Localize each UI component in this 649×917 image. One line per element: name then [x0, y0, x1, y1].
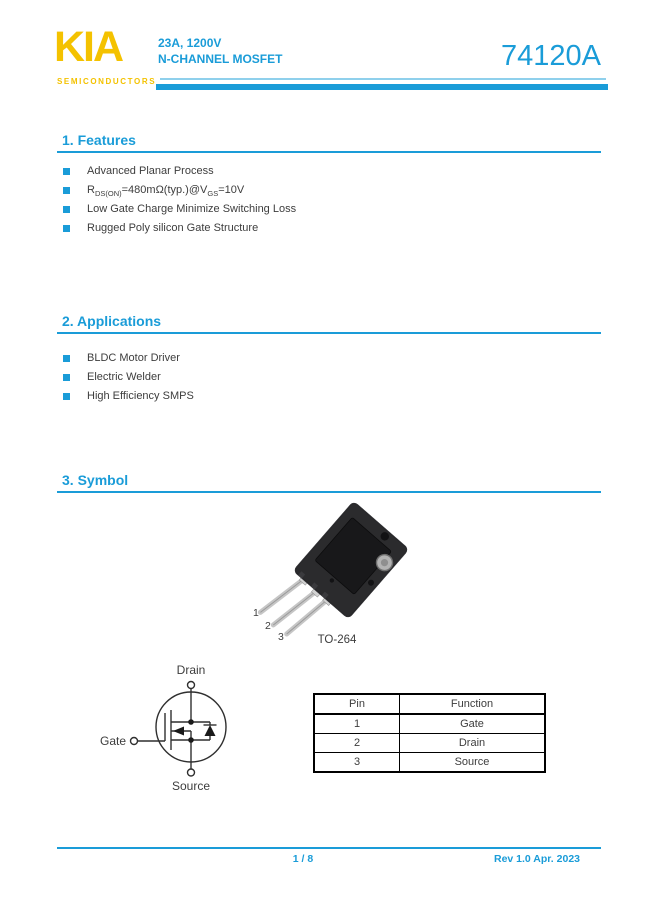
bullet-square-icon [63, 168, 70, 175]
bullet-square-icon [63, 187, 70, 194]
footer-rule [57, 847, 601, 849]
table-row [314, 714, 545, 734]
applications-title: 2. Applications [62, 313, 162, 329]
function-cell: Source [400, 753, 546, 773]
bullet-square-icon [63, 355, 70, 362]
package-name-label: TO-264 [317, 634, 357, 646]
application-item: BLDC Motor Driver [87, 352, 180, 364]
feature-item-rdson [87, 184, 244, 198]
function-cell: Gate [400, 714, 546, 734]
application-item: High Efficiency SMPS [87, 390, 194, 402]
nchannel-arrow-icon [173, 727, 184, 736]
package-body [293, 501, 408, 618]
table-row [314, 753, 545, 773]
rdson-mid: =480mΩ(typ.)@V [121, 184, 208, 196]
rdson-sub2: GS [207, 189, 219, 199]
pin-cell: 2 [314, 734, 400, 753]
features-title: 1. Features [62, 132, 136, 148]
header-rule-thick [156, 84, 608, 90]
rdson-suffix: =10V [218, 184, 245, 196]
pin-cell: 1 [314, 714, 400, 734]
symbol-title: 3. Symbol [62, 472, 129, 488]
pin-cell: 3 [314, 753, 400, 773]
drain-label: Drain [176, 663, 206, 677]
revision-label: Rev 1.0 Apr. 2023 [494, 853, 580, 865]
logo-subtext: SEMICONDUCTORS [57, 77, 157, 86]
pin-column-header: Pin [314, 694, 400, 714]
mosfet-symbol-figure [90, 655, 300, 800]
bullet-square-icon [63, 206, 70, 213]
bullet-square-icon [63, 374, 70, 381]
rdson-sub1: DS(ON) [94, 189, 122, 199]
package-pin2-label: 2 [265, 620, 271, 632]
rdson-prefix: R [87, 184, 95, 196]
feature-item: Low Gate Charge Minimize Switching Loss [87, 203, 297, 215]
rating-line: 23A, 1200V [158, 36, 222, 50]
pin-table-header-row [314, 694, 545, 714]
symbol-rule [57, 491, 601, 493]
feature-item: Advanced Planar Process [87, 165, 214, 177]
header-rule-thin [160, 78, 606, 80]
kia-logo: KIA [54, 23, 123, 71]
package-pin1-label: 1 [253, 607, 259, 619]
feature-item: Rugged Poly silicon Gate Structure [87, 222, 259, 234]
device-type: N-CHANNEL MOSFET [158, 52, 283, 66]
part-number: 74120A [501, 40, 601, 72]
application-item: Electric Welder [87, 371, 161, 383]
pin-function-table [313, 693, 546, 773]
to264-package-figure [225, 498, 435, 653]
gate-label: Gate [99, 734, 126, 748]
applications-rule [57, 332, 601, 334]
function-column-header: Function [400, 694, 546, 714]
features-rule [57, 151, 601, 153]
package-pin3-label: 3 [278, 631, 284, 643]
source-label: Source [171, 779, 211, 793]
function-cell: Drain [400, 734, 546, 753]
table-row [314, 734, 545, 753]
body-diode-icon [205, 725, 216, 736]
page-indicator: 1 / 8 [292, 853, 314, 865]
bullet-square-icon [63, 393, 70, 400]
bullet-square-icon [63, 225, 70, 232]
